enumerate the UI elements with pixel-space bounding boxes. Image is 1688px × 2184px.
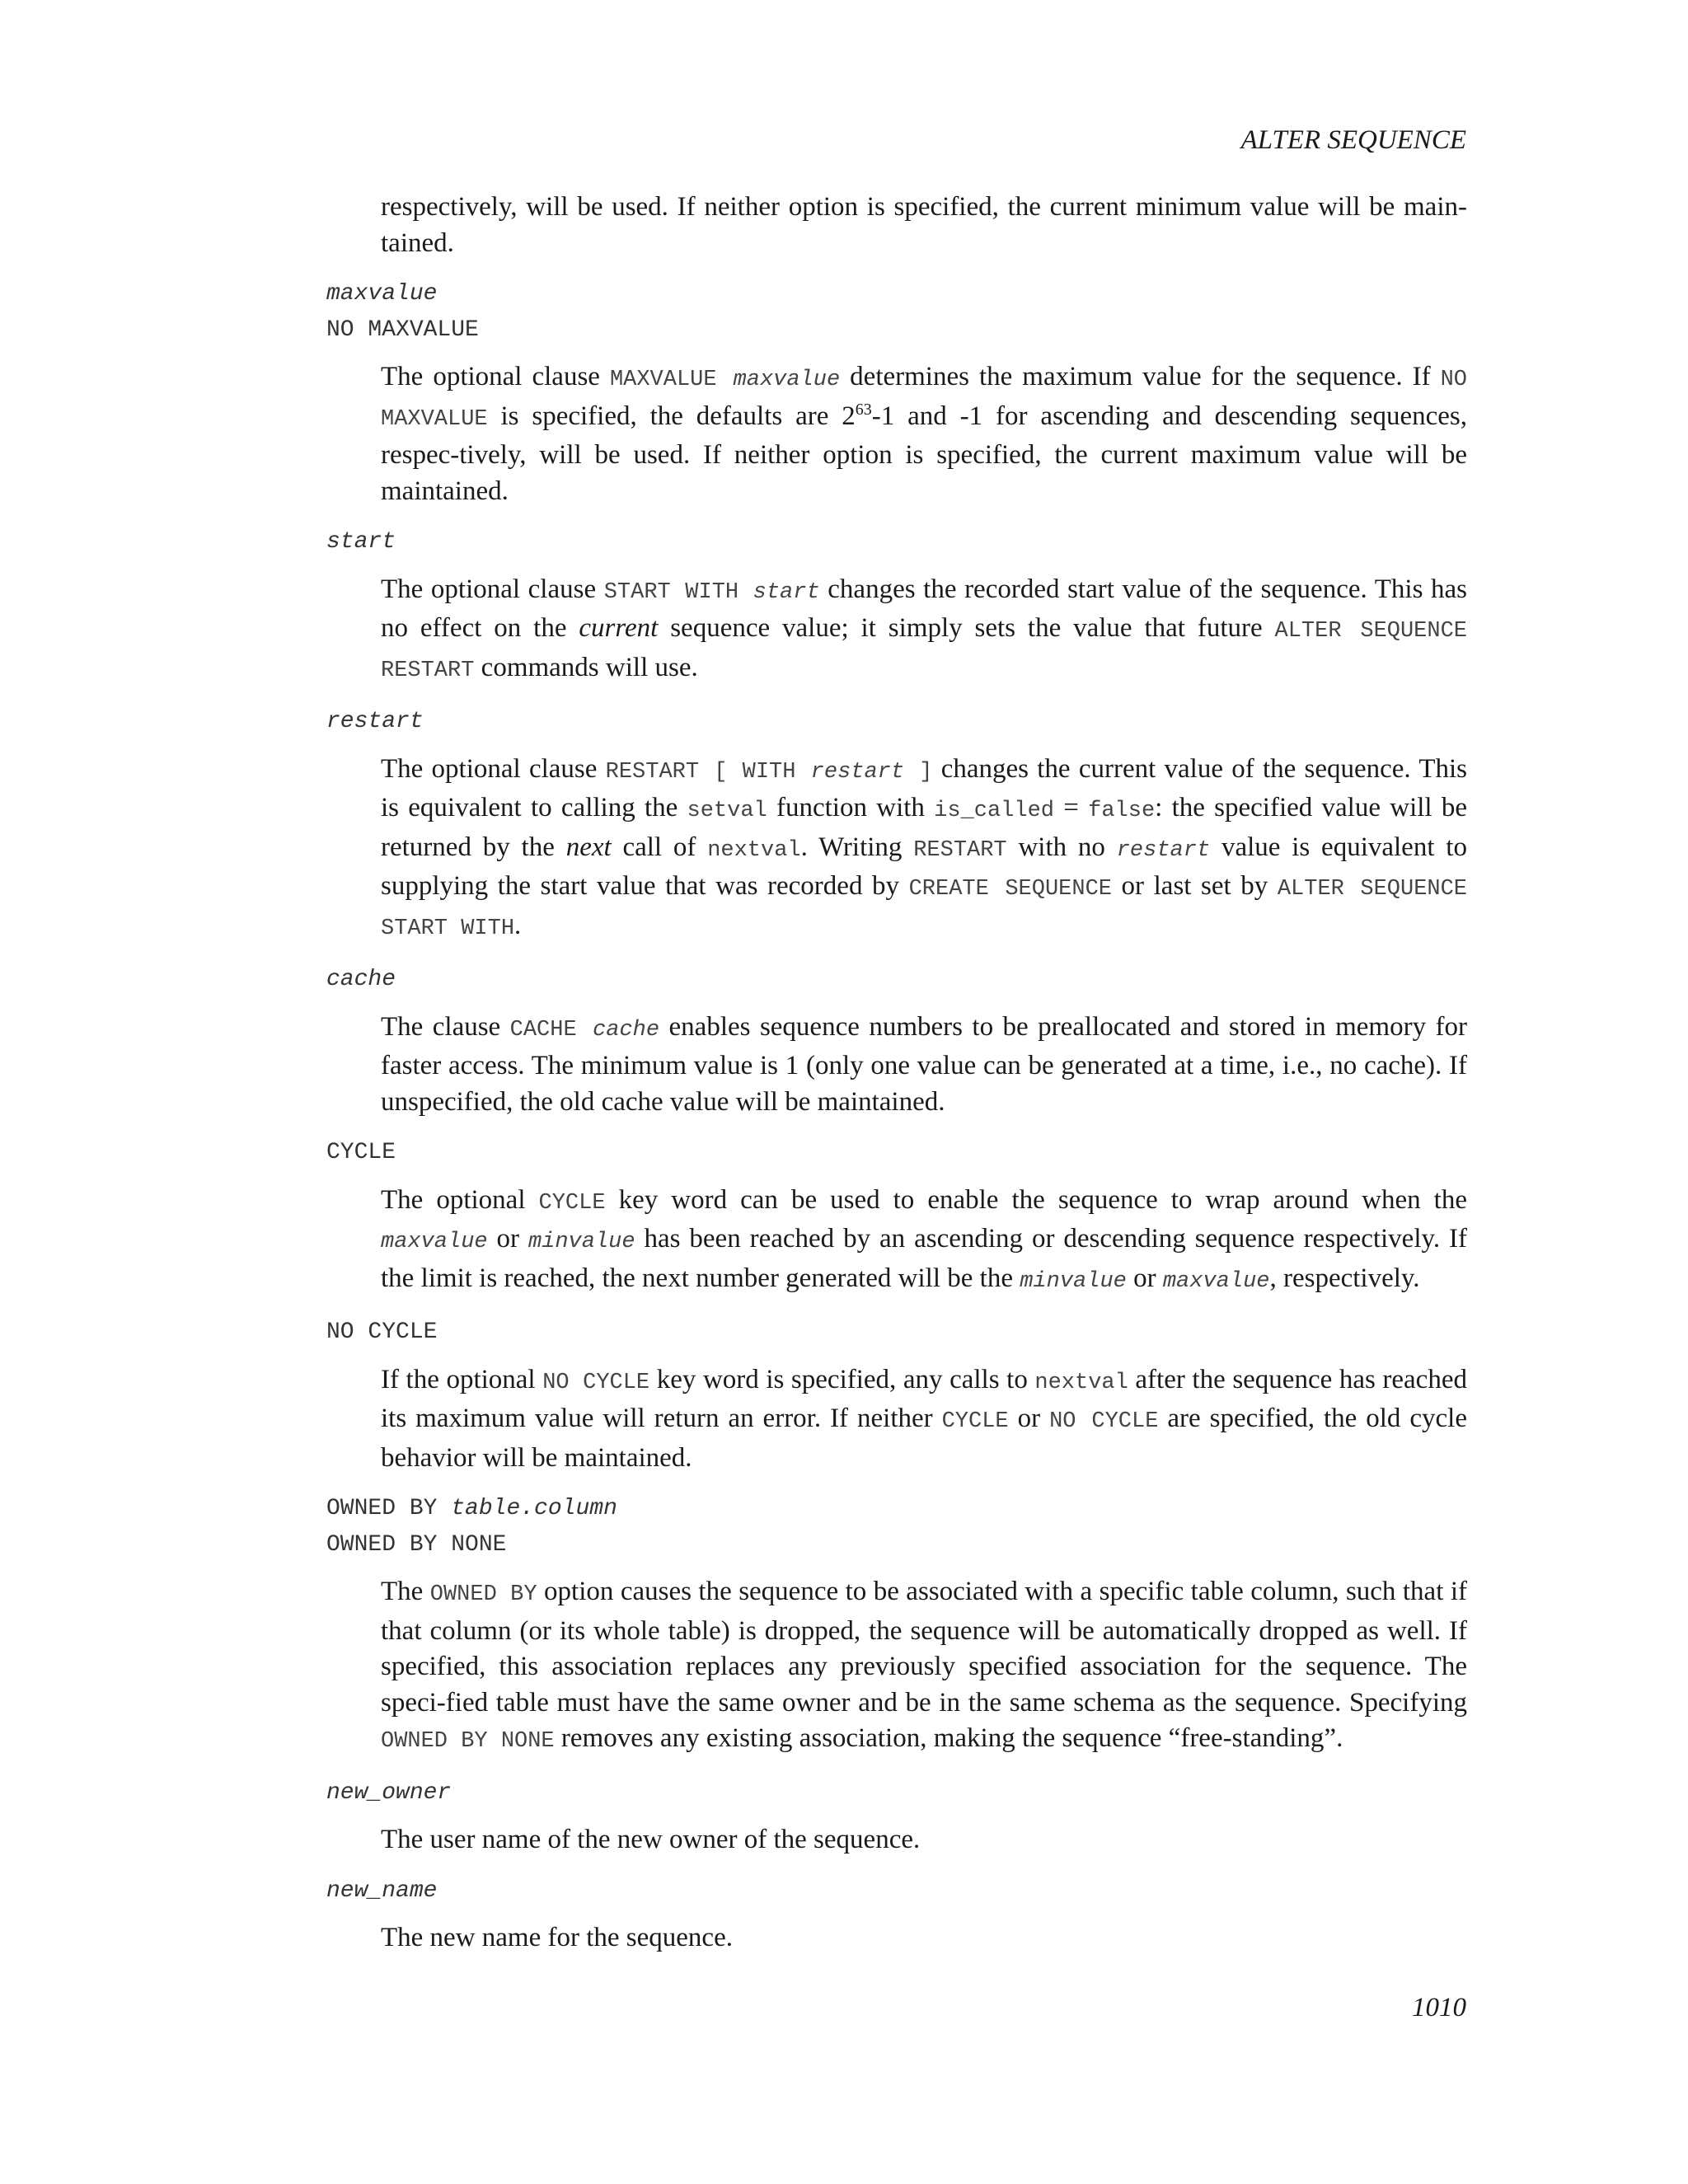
code: CREATE SEQUENCE <box>908 877 1112 902</box>
code: is_called <box>934 799 1054 823</box>
text: is specified, the defaults are 2 <box>487 401 856 431</box>
code: setval <box>687 799 767 823</box>
term-restart-param: restart <box>326 709 424 734</box>
text: key word is specified, any calls to <box>649 1364 1035 1394</box>
term-new-owner-param: new_owner <box>326 1779 452 1806</box>
text: commands will use. <box>474 652 698 682</box>
text: or <box>1126 1263 1163 1293</box>
code: RESTART <box>913 837 1007 863</box>
text: determines the maximum value for the sequence. If <box>840 362 1441 391</box>
maxvalue-description <box>381 359 1467 509</box>
term-start <box>326 524 1467 560</box>
code: CYCLE <box>538 1190 606 1216</box>
text: The optional clause <box>381 362 610 391</box>
page-content <box>326 190 1467 1957</box>
term-maxvalue-param: maxvalue <box>326 281 438 307</box>
start-description <box>381 572 1467 690</box>
text: changes the current value of the sequence. This is equivalent to calling the <box>381 753 1468 823</box>
text: or last set by <box>1111 871 1278 901</box>
code: nextval <box>1034 1370 1128 1395</box>
param: start <box>753 579 820 605</box>
term-new-name-param: new_name <box>326 1877 438 1904</box>
term-no-maxvalue: NO MAXVALUE <box>326 316 479 343</box>
param: minvalue <box>528 1230 635 1254</box>
text: key word can be used to enable the sequence to wrap around when the <box>605 1184 1467 1215</box>
page-number: 1010 <box>1412 1993 1466 2022</box>
param: cache <box>593 1017 660 1043</box>
term-owned-by <box>326 1491 1467 1563</box>
text: function with <box>767 793 935 823</box>
text: . Writing <box>800 832 914 862</box>
cycle-description <box>381 1183 1467 1301</box>
text: -1 and -1 for ascending and descending sequences, respec-tively, will be used. If neither option is specified, the current maximum value will be maintained. <box>381 401 1467 506</box>
text: The optional clause <box>381 574 604 604</box>
code: NO MAXVALUE <box>381 368 1467 432</box>
text: The <box>381 1577 430 1606</box>
new-owner-description: The user name of the new owner of the sequence. <box>381 1825 921 1854</box>
text: If the optional <box>381 1364 543 1394</box>
term-start-param: start <box>326 529 396 555</box>
param: table.column <box>451 1496 617 1521</box>
term-cache-param: cache <box>326 967 396 992</box>
superscript: 63 <box>855 400 872 419</box>
minvalue-description: respectively, will be used. If neither option is specified, the current minimum value will be main-tained. <box>381 192 1467 258</box>
term-maxvalue <box>326 276 1467 348</box>
code: OWNED BY <box>429 1582 537 1607</box>
code: ] <box>904 759 933 785</box>
term-restart <box>326 704 1467 740</box>
owned-by-description <box>381 1574 1467 1760</box>
no-cycle-description <box>381 1362 1467 1477</box>
text: The optional <box>381 1184 539 1215</box>
text: are specified, the old cycle behavior will be maintained. <box>381 1404 1467 1473</box>
text: enables sequence numbers to be preallocated and stored in memory for faster access. The minimum value is 1 (only one value can be generated at a time, i.e., no cache). If unspecified, the old cache value will be maintained. <box>381 1011 1467 1117</box>
code: OWNED BY <box>326 1496 452 1521</box>
text: value is equivalent to supplying the start value that was recorded by <box>381 832 1467 901</box>
param: minvalue <box>1020 1268 1127 1294</box>
text: with no <box>1006 832 1117 862</box>
param: restart <box>1116 837 1211 863</box>
text: or <box>487 1224 528 1254</box>
param: restart <box>810 759 905 785</box>
param: maxvalue <box>1162 1268 1270 1294</box>
text: or <box>1008 1404 1050 1433</box>
text: has been reached by an ascending or descending sequence respectively. If the limit is reached, the next number generated will be the <box>381 1224 1467 1293</box>
code: MAXVALUE <box>609 368 734 392</box>
param: maxvalue <box>733 368 841 392</box>
term-cache <box>326 962 1467 998</box>
code: NO CYCLE <box>1049 1409 1159 1434</box>
code: false <box>1088 799 1156 823</box>
code: nextval <box>707 837 801 863</box>
code: CYCLE <box>941 1409 1009 1434</box>
code: OWNED BY NONE <box>381 1729 555 1754</box>
text: sequence value; it simply sets the value that future <box>658 613 1275 643</box>
text: The optional clause <box>381 753 606 784</box>
term-owned-by-none: OWNED BY NONE <box>326 1531 507 1558</box>
term-no-cycle-keyword: NO CYCLE <box>326 1319 438 1345</box>
text: , respectively. <box>1269 1263 1420 1293</box>
term-owned-by-column <box>326 1491 1467 1527</box>
param: maxvalue <box>381 1230 488 1254</box>
term-new-owner <box>326 1775 1467 1811</box>
code: ALTER SEQUENCE RESTART <box>381 619 1467 683</box>
text: . <box>514 910 522 940</box>
code: NO CYCLE <box>542 1370 650 1395</box>
code: CACHE <box>509 1017 593 1043</box>
code: RESTART [ WITH <box>605 759 811 785</box>
text: removes any existing association, making the sequence “free-standing”. <box>554 1723 1343 1753</box>
emphasis: next <box>565 832 612 862</box>
text: : the specified value will be returned by the <box>381 793 1467 862</box>
term-cycle <box>326 1135 1467 1171</box>
text: after the sequence has reached its maximum value will return an error. If neither <box>381 1364 1467 1433</box>
code: START WITH <box>603 579 753 605</box>
emphasis: current <box>579 613 659 643</box>
running-header: ALTER SEQUENCE <box>1240 125 1466 155</box>
term-cycle-keyword: CYCLE <box>326 1140 396 1165</box>
term-no-cycle <box>326 1315 1467 1351</box>
text: The clause <box>381 1011 510 1042</box>
term-new-name <box>326 1873 1467 1910</box>
text: call of <box>611 832 708 862</box>
text: = <box>1054 793 1089 823</box>
code: ALTER SEQUENCE START WITH <box>381 877 1468 941</box>
restart-description <box>381 752 1467 948</box>
new-name-description: The new name for the sequence. <box>381 1923 733 1952</box>
cache-description <box>381 1010 1467 1121</box>
text: changes the recorded start value of the sequence. This has no effect on the <box>381 574 1468 643</box>
text: option causes the sequence to be associated with a specific table column, such that if that column (or its whole table) is dropped, the sequence will be automatically dropped as well. If specified, this association replaces any previously specified association for the sequence. The speci-fied table must have the same owner and be in the same schema as the sequence. Specifying <box>381 1577 1467 1718</box>
